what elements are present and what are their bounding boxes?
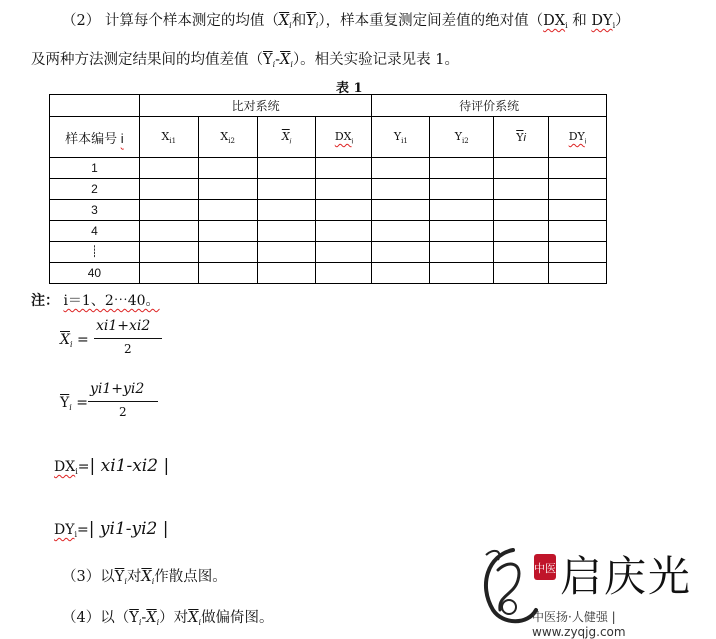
value-cell [372,221,430,242]
table-row [50,179,607,200]
logo-brand-text: 启庆光 [560,552,693,601]
row-header-sample-id: 样本编号 i [50,117,140,158]
value-cell [430,200,494,221]
logo-tagline: 中医扬·人健强 | www.zyqjg.com [532,610,626,639]
value-cell [494,263,549,284]
value-cell [430,221,494,242]
col-header: $Y_{i2}$ [430,117,494,158]
sample-id-cell: ┊ [50,242,140,263]
value-cell [198,200,257,221]
sample-id-cell: 2 [50,179,140,200]
value-cell [372,242,430,263]
value-cell [316,158,372,179]
value-cell [372,179,430,200]
experiment-record-table [49,94,607,284]
value-cell [139,200,198,221]
formula-mean-x: $\overline{X}_i$ = xi1+xi2 2 [60,318,170,362]
group-header-reference: 比对系统 [139,95,372,117]
note-label: 注： [31,293,59,309]
value-cell [372,200,430,221]
value-cell [430,158,494,179]
value-cell [494,242,549,263]
value-cell [198,221,257,242]
value-cell [257,242,316,263]
paragraph-step-4: （4）以$(\overline{Y}_i-\overline{X}_i)$对$\overline{X}_i$做偏倚图。 [62,610,274,627]
formula-abs-diff-x: $DX_i=|$ xi1-xi2 | [54,456,170,476]
numerator: yi1+yi2 [90,381,145,397]
value-cell [198,179,257,200]
col-header: $DY_i$ [549,117,607,158]
table-note [31,290,160,310]
value-cell [549,263,607,284]
col-header: $X_{i2}$ [198,117,257,158]
value-cell [316,221,372,242]
value-cell [316,263,372,284]
corner-cell [50,95,140,117]
numerator: xi1+xi2 [96,318,151,334]
value-cell [139,158,198,179]
value-cell [494,221,549,242]
svg-text:中医: 中医 [534,562,556,575]
col-header: $DX_i$ [316,117,372,158]
value-cell [139,179,198,200]
value-cell [430,179,494,200]
paragraph-step-3: （3）以$\overline{Y}_i$对$\overline{X}_i$作散点图。 [62,569,227,586]
table-row [50,242,607,263]
value-cell [139,263,198,284]
fraction-bar [88,401,158,402]
value-cell [198,242,257,263]
value-cell [198,263,257,284]
table-row [50,263,607,284]
group-header-evaluated: 待评价系统 [372,95,607,117]
value-cell [257,200,316,221]
formula-mean-y: $\overline{Y}_i$ = yi1+yi2 2 [60,381,170,425]
value-cell [549,200,607,221]
value-cell [316,242,372,263]
value-cell [549,179,607,200]
value-cell [139,221,198,242]
col-header: $\overline{X}_i$ [257,117,316,158]
value-cell [316,200,372,221]
value-cell [549,242,607,263]
col-header: $Y_{i1}$ [372,117,430,158]
value-cell [257,263,316,284]
table-row [50,200,607,221]
col-header: $\overline{Y}i$ [494,117,549,158]
value-cell [372,263,430,284]
sample-id-cell: 1 [50,158,140,179]
table-row [50,158,607,179]
formula-abs-diff-y: $DY_i=|$ yi1-yi2 | [54,519,169,539]
value-cell [494,200,549,221]
value-cell [549,221,607,242]
fraction-bar [94,338,162,339]
sample-id-cell: 40 [50,263,140,284]
value-cell [430,242,494,263]
table-title: 表 1 [336,81,363,96]
value-cell [494,158,549,179]
step-number: （2） [62,13,101,29]
value-cell [257,179,316,200]
table-row [50,221,607,242]
sample-id-cell: 4 [50,221,140,242]
value-cell [316,179,372,200]
value-cell [494,179,549,200]
value-cell [198,158,257,179]
denominator: 2 [119,405,127,419]
value-cell [257,158,316,179]
col-header: $X_{i1}$ [139,117,198,158]
value-cell [372,158,430,179]
value-cell [139,242,198,263]
denominator: 2 [124,342,132,356]
paragraph-step-2: （2） 计算每个样本测定的均值（$\overline{X}_i$和$\overline{Y}_i$），样本重复测定间差值的绝对值（$DX_i$ 和 $DY_i$） [62,13,630,30]
note-text: i＝1、2⋯40。 [63,293,160,309]
watermark-logo [468,540,708,639]
paragraph-continuation: 及两种方法测定结果间的均值差值$(\overline{Y}_i-\overline{X}_i)$。相关实验记录见表 1。 [31,52,460,69]
value-cell [430,263,494,284]
value-cell [549,158,607,179]
value-cell [257,221,316,242]
sample-id-cell: 3 [50,200,140,221]
